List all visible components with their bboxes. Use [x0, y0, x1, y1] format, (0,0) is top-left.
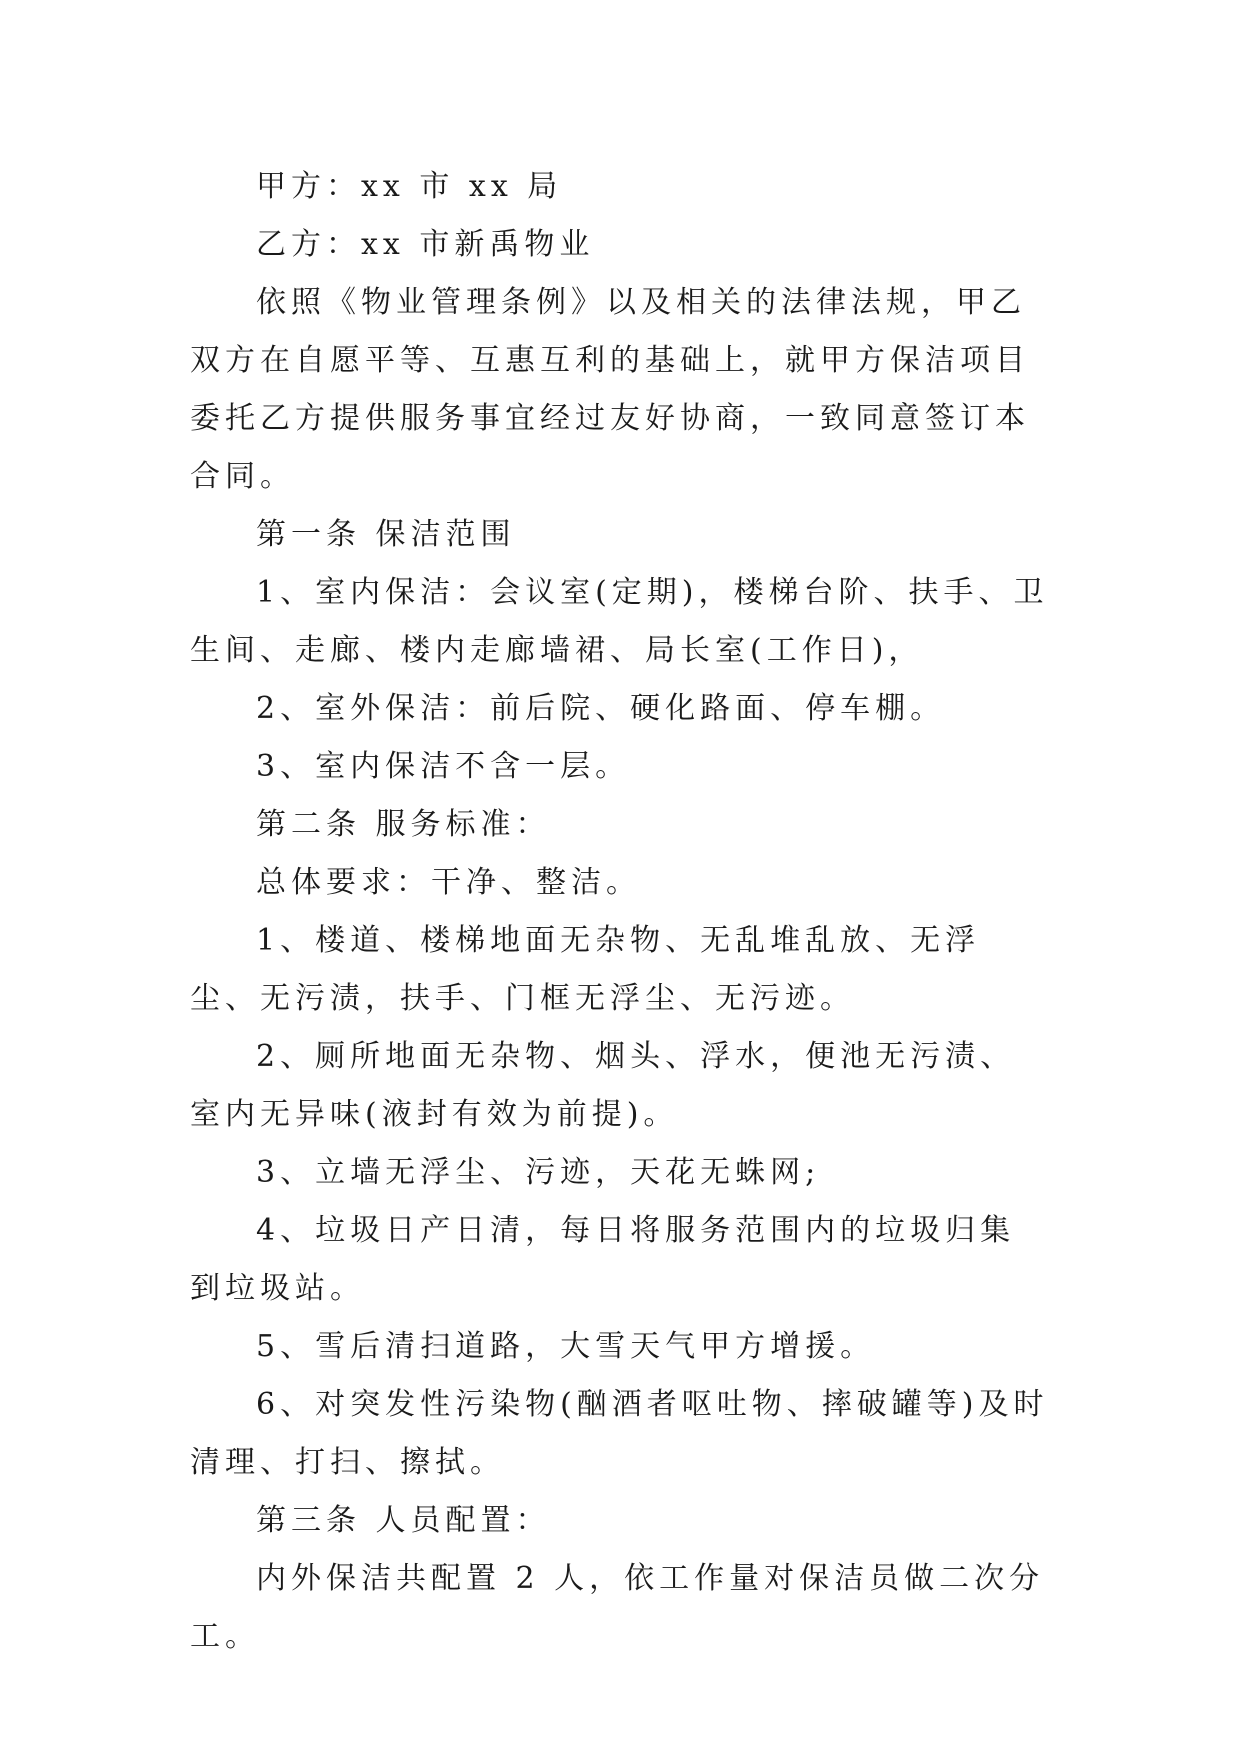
article-1-item-3: 3、室内保洁不含一层。 — [256, 749, 631, 784]
article-1-item-2: 2、室外保洁：前后院、硬化路面、停车棚。 — [256, 691, 946, 726]
article-2-item-3: 3、立墙无浮尘、污迹，天花无蛛网; — [256, 1155, 821, 1190]
party-b-line: 乙方：xx 市新禹物业 — [256, 227, 595, 262]
article-2-item-1: 1、楼道、楼梯地面无杂物、无乱堆乱放、无浮尘、无污渍，扶手、门框无浮尘、无污迹。 — [190, 923, 981, 1016]
article-2-heading: 第二条 服务标准： — [256, 807, 551, 842]
article-1-heading: 第一条 保洁范围 — [256, 517, 516, 552]
article-2-item-6: 6、对突发性污染物(酗酒者呕吐物、摔破罐等)及时清理、打扫、擦拭。 — [190, 1387, 1049, 1480]
article-3-heading: 第三条 人员配置： — [256, 1503, 551, 1538]
article-3-staffing: 内外保洁共配置 2 人，依工作量对保洁员做二次分工。 — [190, 1561, 1045, 1654]
article-2-item-5: 5、雪后清扫道路，大雪天气甲方增援。 — [256, 1329, 876, 1364]
article-1-item-1: 1、室内保洁：会议室(定期)，楼梯台阶、扶手、卫生间、走廊、楼内走廊墙裙、局长室(工作日)， — [190, 575, 1049, 668]
preamble-paragraph: 依照《物业管理条例》以及相关的法律法规，甲乙双方在自愿平等、互惠互利的基础上，就甲方保洁项目委托乙方提供服务事宜经过友好协商，一致同意签订本合同。 — [190, 285, 1030, 494]
article-2-item-4: 4、垃圾日产日清，每日将服务范围内的垃圾归集到垃圾站。 — [190, 1213, 1016, 1306]
general-requirement: 总体要求：干净、整洁。 — [256, 865, 641, 900]
article-2-item-2: 2、厕所地面无杂物、烟头、浮水，便池无污渍、室内无异味(液封有效为前提)。 — [190, 1039, 1016, 1132]
contract-body — [190, 158, 1050, 1666]
party-a-line: 甲方：xx 市 xx 局 — [256, 169, 563, 204]
